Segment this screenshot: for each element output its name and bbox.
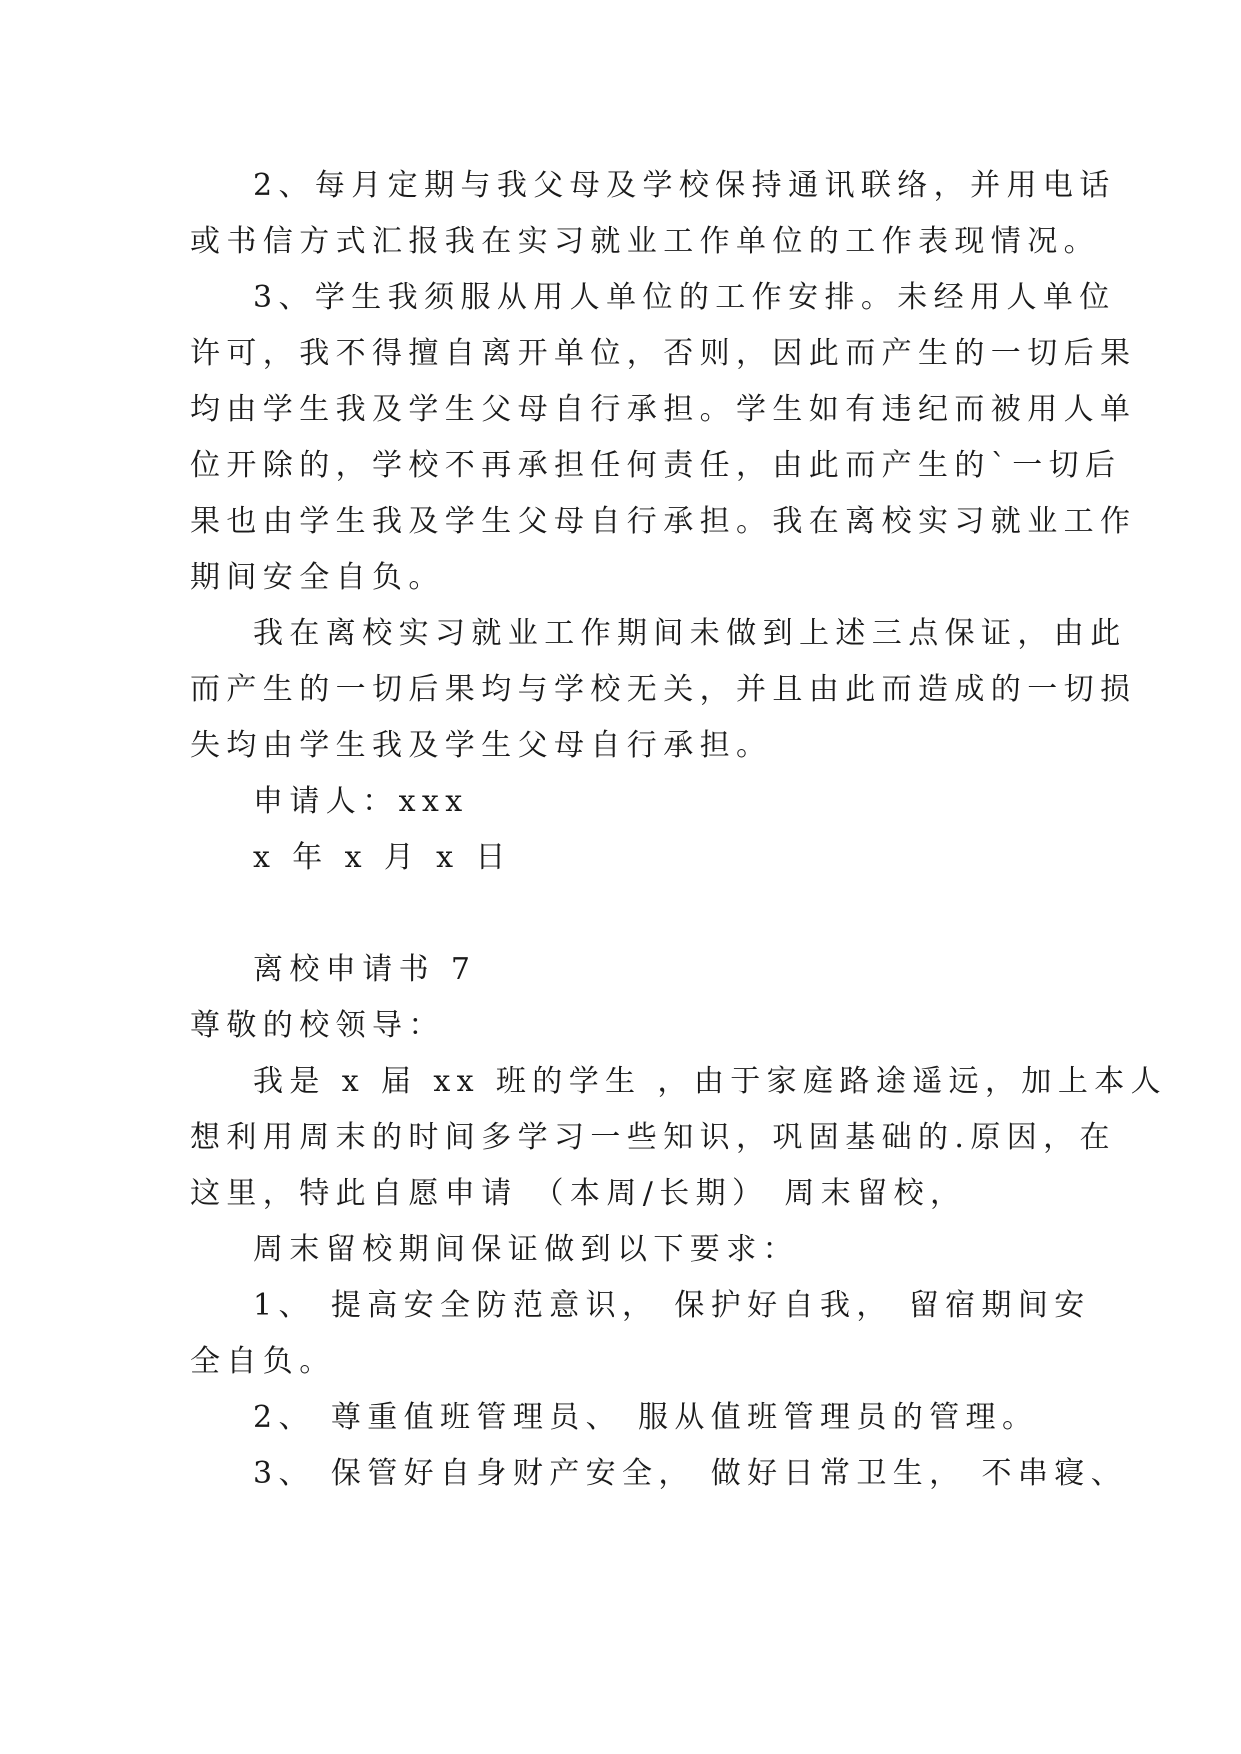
text-line: 想利用周末的时间多学习一些知识，巩固基础的.原因，在 xyxy=(190,1120,1116,1155)
text-line: 这里，特此自愿申请 （本周/长期） 周末留校， xyxy=(190,1176,967,1211)
text-line: 失均由学生我及学生父母自行承担。 xyxy=(190,728,773,763)
text-line: 而产生的一切后果均与学校无关，并且由此而造成的一切损 xyxy=(190,672,1137,707)
text-line: 2、 尊重值班管理员、 服从值班管理员的管理。 xyxy=(253,1400,1039,1435)
applicant-line: 申请人：xxx xyxy=(253,784,469,819)
text-line: 我是 x 届 xx 班的学生 ，由于家庭路途遥远，加上本人 xyxy=(253,1064,1168,1099)
text-line: 许可，我不得擅自离开单位，否则，因此而产生的一切后果 xyxy=(190,336,1137,371)
text-line: 均由学生我及学生父母自行承担。学生如有违纪而被用人单 xyxy=(190,392,1137,427)
text-line: 周末留校期间保证做到以下要求： xyxy=(253,1232,799,1267)
text-line: 我在离校实习就业工作期间未做到上述三点保证，由此 xyxy=(253,616,1127,651)
text-line: 位开除的，学校不再承担任何责任，由此而产生的`一切后 xyxy=(190,448,1122,483)
text-line: 1、 提高安全防范意识， 保护好自我， 留宿期间安 xyxy=(253,1288,1091,1323)
date-line: x 年 x 月 x 日 xyxy=(253,840,512,875)
text-line: 期间安全自负。 xyxy=(190,560,445,595)
section-title: 离校申请书 7 xyxy=(253,952,477,987)
text-line: 果也由学生我及学生父母自行承担。我在离校实习就业工作 xyxy=(190,504,1137,539)
text-line: 3、学生我须服从用人单位的工作安排。未经用人单位 xyxy=(253,280,1116,315)
text-line: 2、每月定期与我父母及学校保持通讯联络，并用电话 xyxy=(253,168,1116,203)
salutation: 尊敬的校领导： xyxy=(190,1008,445,1043)
text-line: 3、 保管好自身财产安全， 做好日常卫生， 不串寝、 xyxy=(253,1456,1128,1491)
text-line: 全自负。 xyxy=(190,1344,336,1379)
text-line: 或书信方式汇报我在实习就业工作单位的工作表现情况。 xyxy=(190,224,1100,259)
